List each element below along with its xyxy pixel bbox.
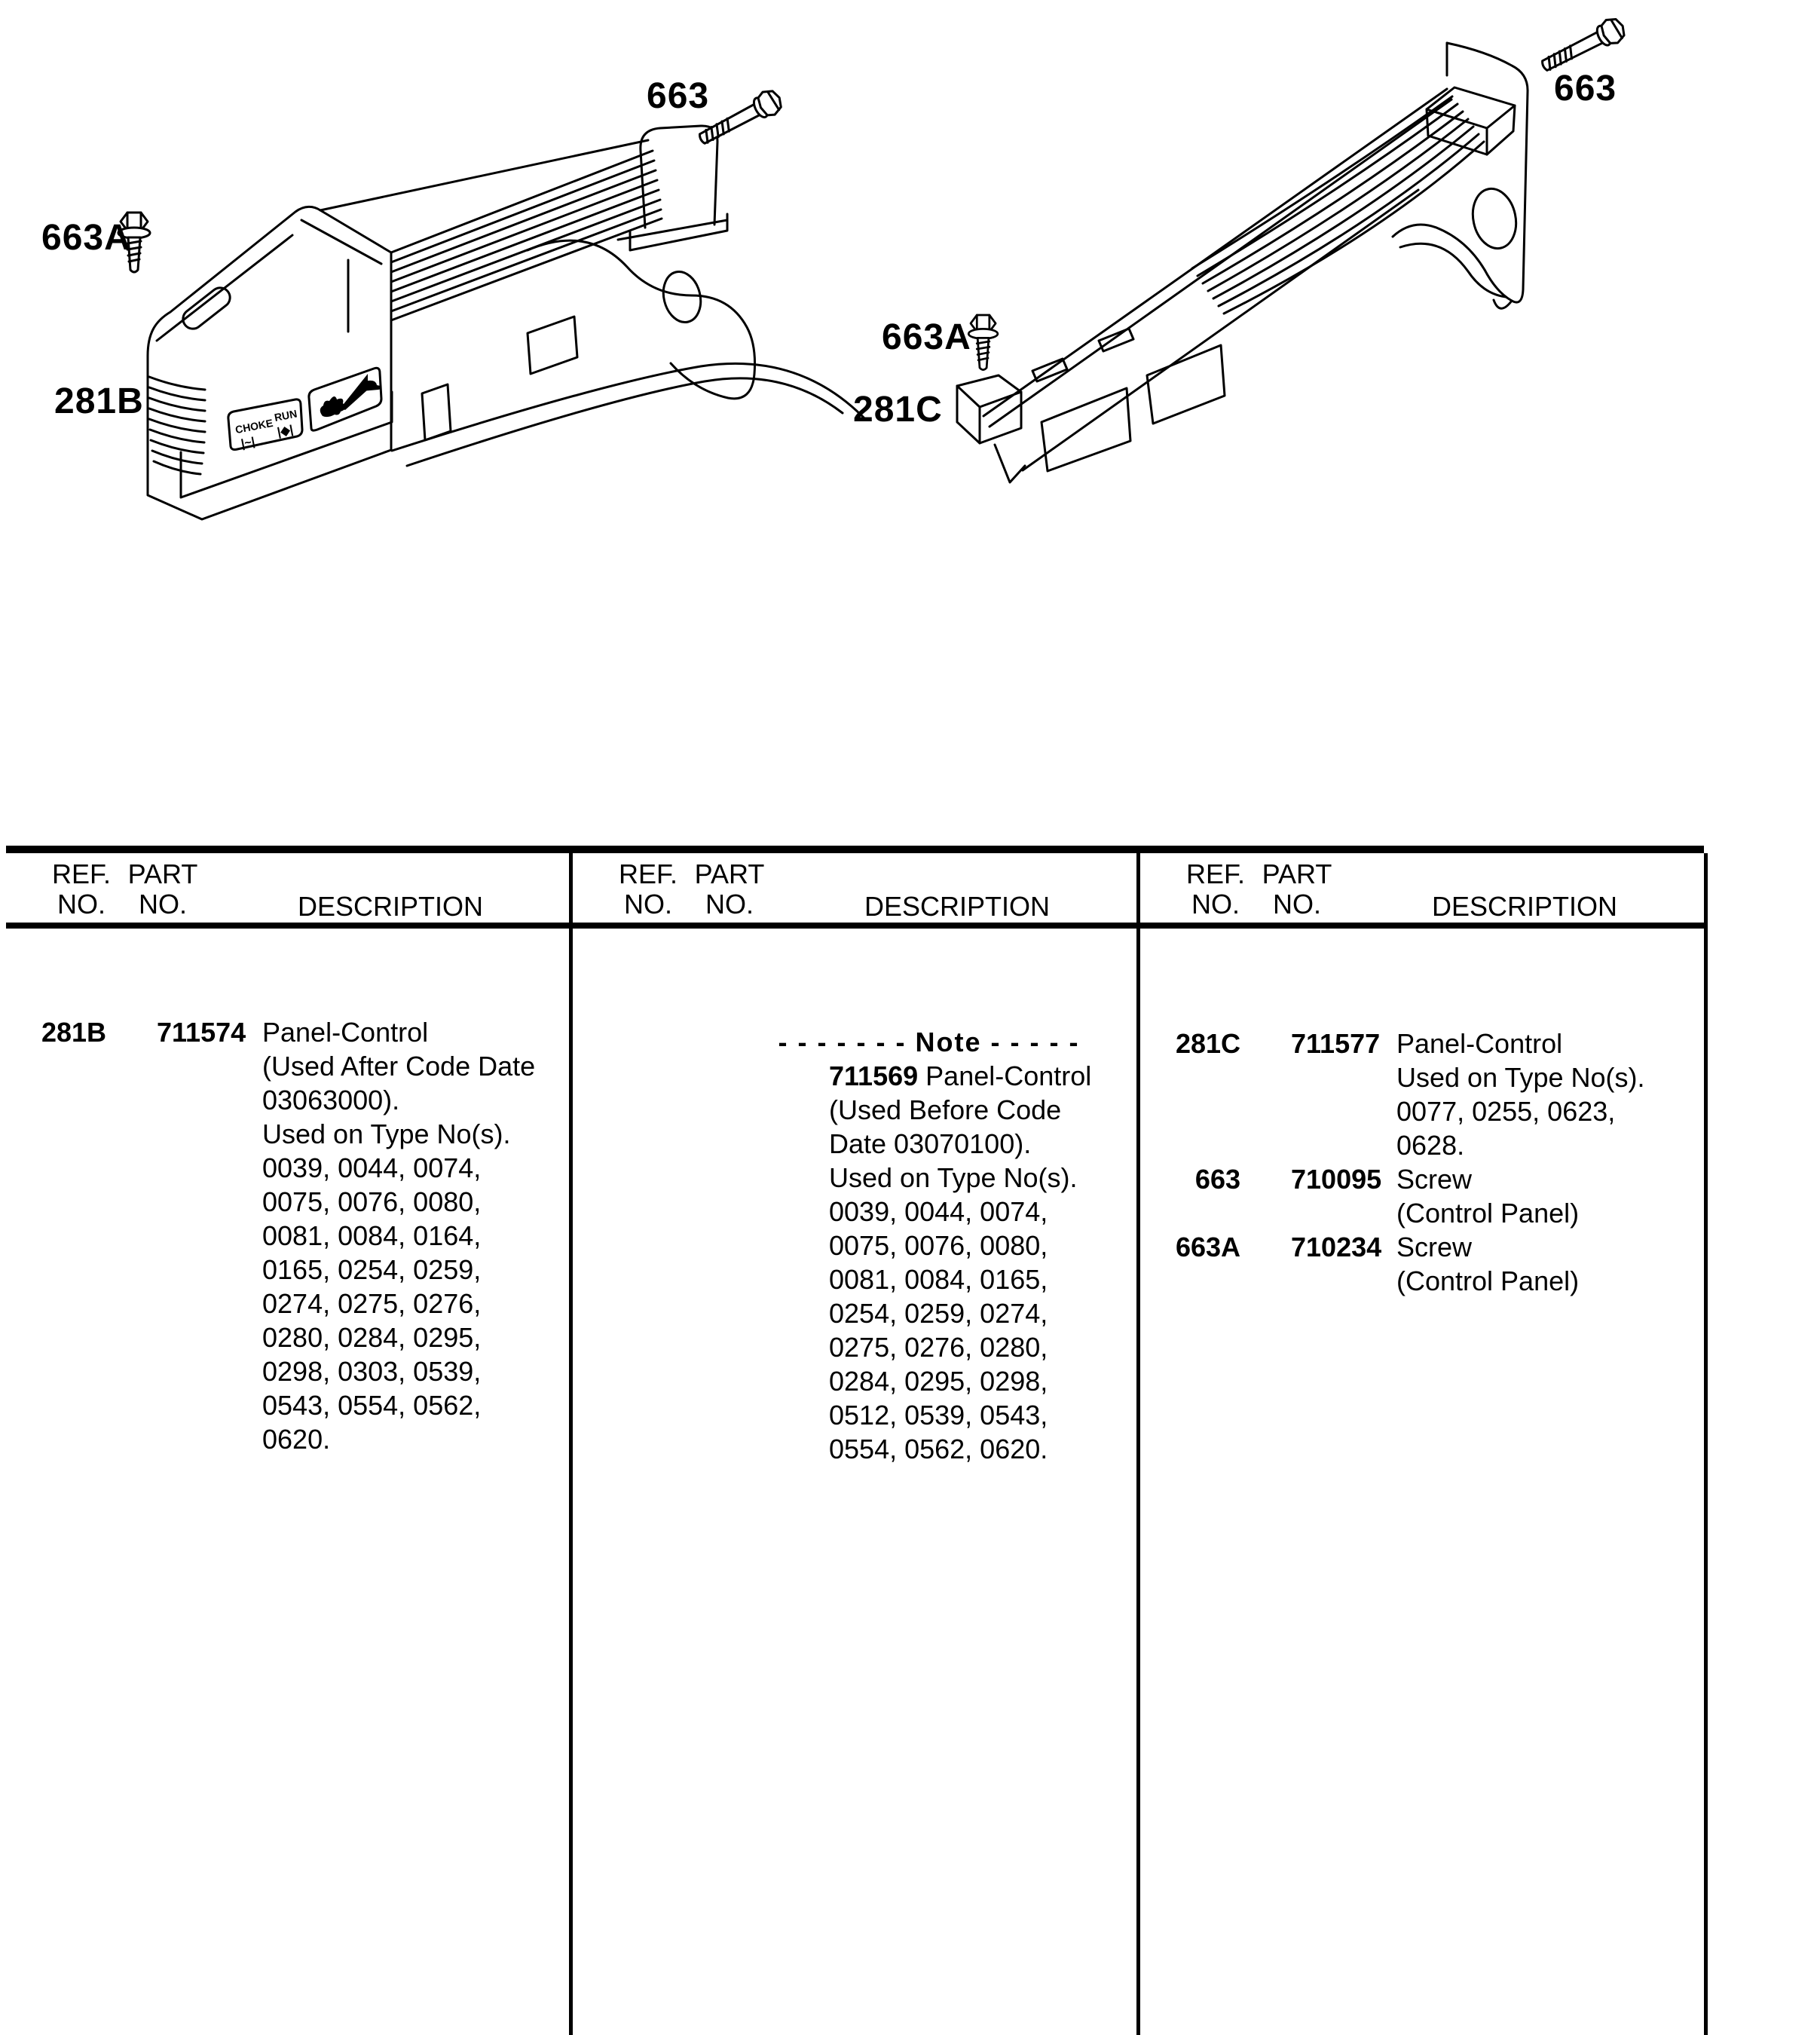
l-bracket xyxy=(957,375,1025,482)
part-no-cell: 710234 xyxy=(1291,1232,1382,1262)
part-no-cell: 710095 xyxy=(1291,1164,1382,1195)
parts-table-column-2 xyxy=(573,853,1140,2035)
left-panel-drawing xyxy=(0,0,904,573)
window-opening xyxy=(1042,388,1130,471)
description-cell: Screw (Control Panel) xyxy=(1396,1232,1580,1296)
part-no-cell: 711574 xyxy=(157,1017,246,1048)
description-header: DESCRIPTION xyxy=(297,891,484,922)
louver-ribs xyxy=(149,377,205,474)
callout-663-right: 663 xyxy=(1554,69,1617,109)
ref-no-header: REF. NO. xyxy=(618,858,678,920)
callout-663-left: 663 xyxy=(647,76,710,116)
column1-header xyxy=(6,853,569,929)
ref-no-cell: 663A xyxy=(1175,1232,1240,1262)
parts-table-column-3 xyxy=(1140,853,1708,2035)
description-header: DESCRIPTION xyxy=(864,891,1051,922)
part-no-cell: 711577 xyxy=(1291,1028,1381,1059)
mount-bar xyxy=(320,126,865,466)
control-panel-cover-281b xyxy=(148,207,392,519)
description-cell: Screw (Control Panel) xyxy=(1396,1164,1580,1229)
oval-hole xyxy=(1467,185,1521,252)
hex-screw-icon xyxy=(968,315,998,370)
column2-header xyxy=(573,853,1136,929)
column3-header xyxy=(1140,853,1704,929)
ref-no-header: REF. NO. xyxy=(51,858,111,920)
window-opening xyxy=(1147,345,1225,424)
note-line: - - - - - - - Note - - - - - xyxy=(778,1027,1080,1057)
description-cell: Panel-Control (Used After Code Date 03063000). Used on Type No(s). 0039, 0044, 0074, 0075, 0076, 0080, 0081, 0084, 0164, 0165, 0254, 0259, 0274, 0275, 0276, 0280, 0284, 0295, 0298, 0303, 0539, 0543, 0554, 0562, 0620. xyxy=(262,1017,536,1455)
slot-hole xyxy=(528,317,577,374)
run-label: RUN xyxy=(273,407,298,424)
description-cell: Panel-Control Used on Type No(s). 0077, 0255, 0623, 0628. xyxy=(1396,1028,1645,1161)
end-plate xyxy=(1393,43,1528,308)
callout-663a-right: 663A xyxy=(882,317,971,357)
callout-663a-left: 663A xyxy=(41,218,131,258)
part-no-header: PART NO. xyxy=(127,858,198,920)
ref-no-cell: 663 xyxy=(1194,1164,1240,1195)
description-header: DESCRIPTION xyxy=(1431,891,1618,922)
parts-table-column-1 xyxy=(6,853,573,2035)
choke-symbol: |~| xyxy=(240,435,256,451)
part-no-header: PART NO. xyxy=(1262,858,1332,920)
ref-no-cell: 281C xyxy=(1175,1028,1240,1059)
choke-run-decal xyxy=(228,399,302,451)
right-panel-drawing xyxy=(844,0,1794,528)
ref-no-header: REF. NO. xyxy=(1185,858,1245,920)
throttle-decal xyxy=(309,368,381,430)
fender-arch xyxy=(528,240,755,399)
parts-table xyxy=(6,846,1704,2035)
control-panel-strip-281c xyxy=(957,43,1528,482)
run-symbol: |◆| xyxy=(276,423,295,439)
callout-281c: 281C xyxy=(853,390,943,430)
ref-no-cell: 281B xyxy=(41,1017,106,1048)
cover-top-notch xyxy=(179,284,234,333)
raised-tab xyxy=(1427,87,1515,155)
inline-part-no: 711569 xyxy=(829,1060,919,1091)
part-no-header: PART NO. xyxy=(694,858,765,920)
callout-281b: 281B xyxy=(54,381,144,421)
slot-hole xyxy=(422,384,451,440)
oval-hole xyxy=(658,268,705,326)
choke-label: CHOKE xyxy=(234,416,274,436)
rib-fan xyxy=(1192,96,1484,314)
description-cell: 711569 Panel-Control (Used Before Code Date 03070100). Used on Type No(s). 0039, 0044, 0074, 0075, 0076, 0080, 0081, 0084, 0165, 0254, 0259, 0274, 0275, 0276, 0280, 0284, 0295, 0298, 0512, 0539, 0543, 0554, 0562, 0620. xyxy=(829,1060,1092,1464)
